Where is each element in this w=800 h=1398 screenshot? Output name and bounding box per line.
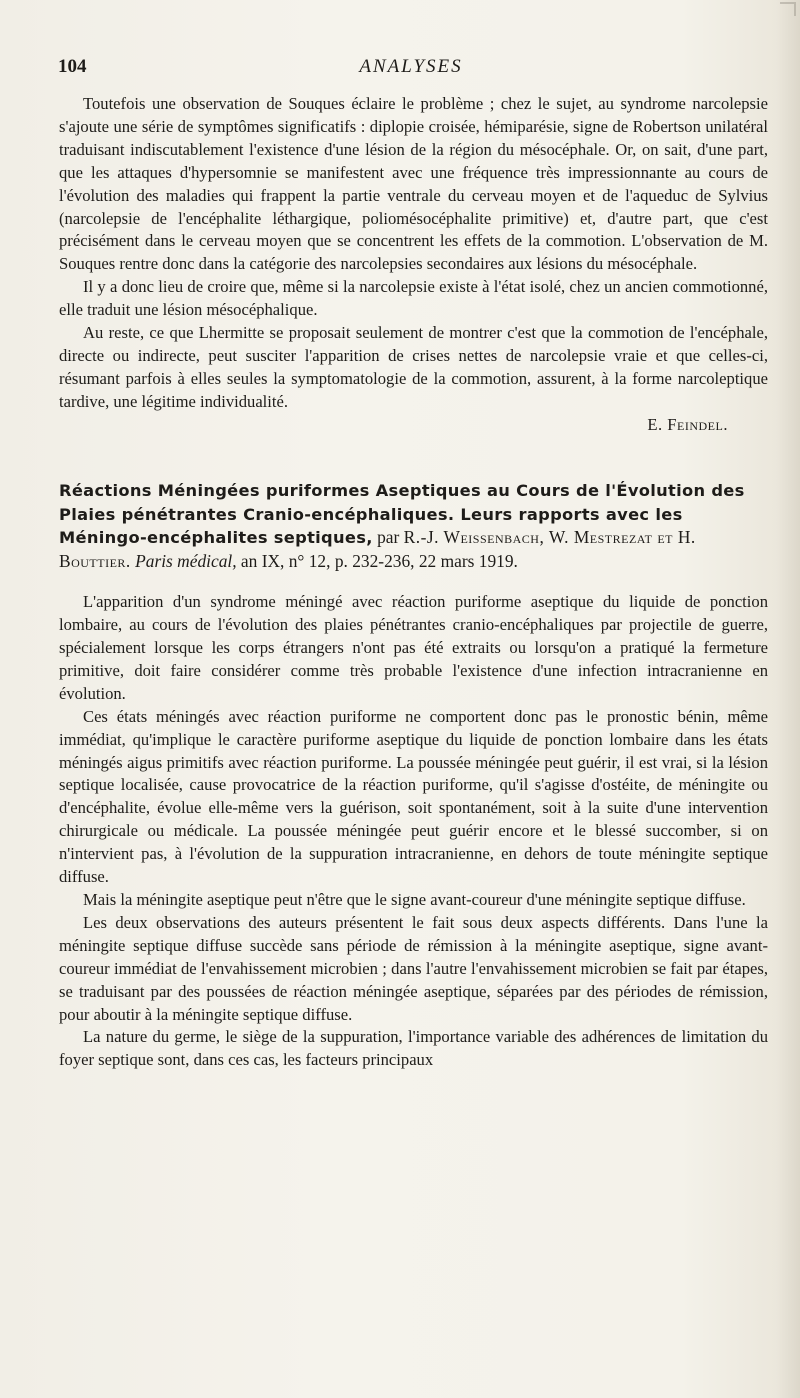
- article-title: Réactions Méningées puriformes Aseptiques au Cours de l'Évolution des Plaies pénétrantes Cranio-encéphaliques. Leurs rapports avec les Méningo-encéphalites septiques,: [59, 480, 745, 548]
- par-word: par: [372, 527, 404, 548]
- paragraph: Les deux observations des auteurs présentent le fait sous deux aspects différents. Dans l'une la méningite septique diffuse succède sans période de rémission à la méningite aseptique, signe avant-coureur immédiat de l'envahissement microbien ; dans l'autre l'envahissement microbien se fait par étapes, se traduisant par des poussées de réaction méningée aseptique, séparées par des périodes de rémission, pour aboutir à la méningite septique diffuse.: [59, 912, 768, 1024]
- article-summary: [59, 591, 768, 1072]
- previous-analysis: [59, 93, 768, 437]
- paragraph: Au reste, ce que Lhermitte se proposait seulement de montrer c'est que la commotion de l'encéphale, directe ou indirecte, peut susciter l'apparition de crises nettes de narcolepsie vraie et que celles-ci, résumant parfois à elles seules la symptomatologie de la commotion, assurent, à la forme narcoleptique tardive, une légitime individualité.: [59, 323, 768, 411]
- author-signature: E. Feindel.: [647, 414, 728, 434]
- paragraph: La nature du germe, le siège de la suppuration, l'importance variable des adhérences de limitation du foyer septique sont, dans ces cas, les facteurs principaux: [59, 1027, 768, 1070]
- paragraph: Il y a donc lieu de croire que, même si la narcolepsie existe à l'état isolé, chez un ancien commotionné, elle traduit une lésion mésocéphalique.: [59, 277, 768, 320]
- article-authors: R.-J. Weissenbach, W. Mestrezat et H. Bouttier.: [59, 527, 696, 572]
- page-content: [59, 93, 768, 1072]
- paragraph: Ces états méningés avec réaction puriforme ne comportent donc pas le pronostic bénin, même immédiat, qu'implique le caractère puriforme aseptique du liquide de ponction lombaire dans les états méningés aigus primitifs avec réaction puriforme. La poussée méningée peut guérir, il est vrai, si la lésion septique localisée, cause provocatrice de la réaction puriforme, qu'il s'agisse d'ostéite, de méningite ou d'encéphalite, évolue elle-même vers la guérison, soit spontanément, soit à la suite d'une intervention chirurgicale ou médicale. La poussée méningée peut guérir encore et le blessé succomber, si on n'intervient pas, à l'évolution de la suppuration intracranienne, en dehors de toute méningite septique diffuse.: [59, 706, 768, 887]
- citation-details: an IX, n° 12, p. 232-236, 22 mars 1919.: [236, 551, 518, 572]
- page-corner-mark: [780, 2, 796, 16]
- article-heading: [59, 479, 768, 574]
- page-number: 104: [58, 56, 87, 77]
- paragraph: Mais la méningite aseptique peut n'être que le signe avant-coureur d'une méningite septique diffuse.: [83, 890, 746, 909]
- journal-name: Paris médical,: [135, 551, 237, 572]
- paragraph: L'apparition d'un syndrome méningé avec réaction puriforme aseptique du liquide de ponction lombaire, au cours de l'évolution des plaies pénétrantes cranio-encéphaliques par projectile de guerre, spécialement lorsque les corps étrangers n'ont pas été extraits ou lorsqu'on a pratiqué la fermeture primitive, doit faire considérer comme très probable l'existence d'une infection intracranienne en évolution.: [59, 592, 768, 703]
- running-head: ANALYSES: [359, 56, 463, 77]
- page-header: [58, 56, 764, 84]
- paragraph: Toutefois une observation de Souques éclaire le problème ; chez le sujet, au syndrome narcolepsie s'ajoute une série de symptômes significatifs : diplopie croisée, hémiparésie, signe de Robertson unilatéral traduisant indiscutablement l'existence d'une lésion de la région du mésocéphale. Or, on sait, d'une part, que les attaques d'hypersomnie se manifestent avec une fréquence très impressionnante au cours de l'évolution des maladies qui frappent la partie ventrale du cerveau moyen et de l'aqueduc de Sylvius (narcolepsie de l'encéphalite léthargique, poliomésocéphalite primitive) et, d'autre part, que c'est précisément dans le cerveau moyen que se concentrent les effets de la commotion. L'observation de M. Souques rentre donc dans la catégorie des narcolepsies secondaires aux lésions du mésocéphale.: [59, 94, 768, 274]
